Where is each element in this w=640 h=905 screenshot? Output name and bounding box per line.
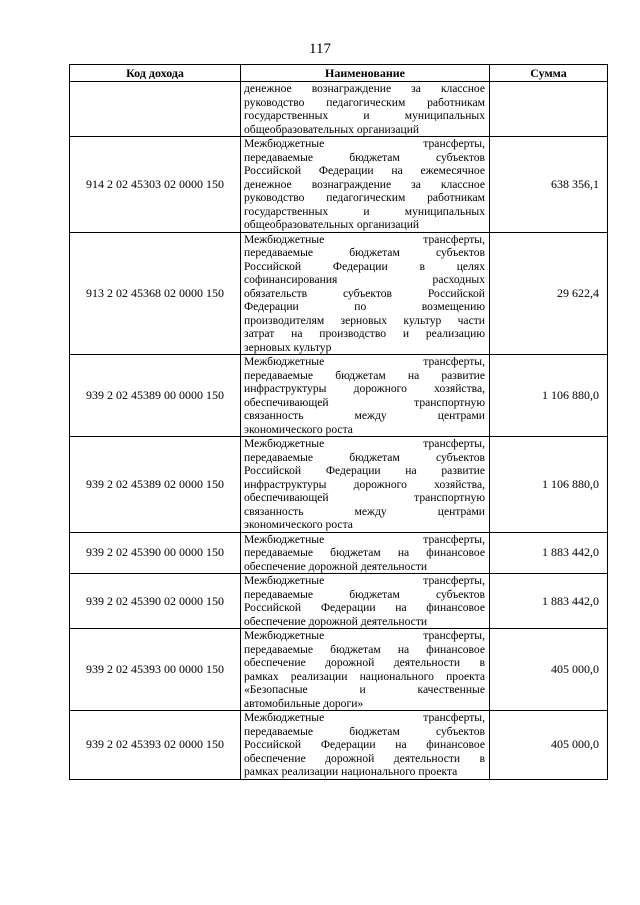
- revenue-table: [69, 64, 608, 780]
- name-text-line: зерновых культур: [244, 340, 332, 354]
- name-text-line: Межбюджетные трансферты,: [244, 137, 485, 150]
- revenue-code-cell: 939 2 02 45390 00 0000 150: [70, 532, 241, 574]
- name-text-line: обеспечивающей транспортную: [244, 395, 485, 409]
- name-text-line: «Безопасные и качественные: [244, 683, 485, 696]
- name-text-line: обеспечивающей транспортную: [244, 491, 485, 504]
- table-row: [70, 437, 608, 533]
- name-text-line: общеобразовательных организаций: [244, 122, 420, 136]
- revenue-name-cell: [241, 629, 490, 711]
- name-text-line: связанность между центрами: [244, 504, 485, 518]
- name-text-line: денежное вознаграждение за классное: [244, 82, 485, 95]
- name-text-line: Межбюджетные трансферты,: [244, 532, 485, 546]
- name-text-line: руководство педагогическим работникам: [244, 95, 485, 109]
- revenue-code-cell: [70, 82, 241, 137]
- name-text-line: Межбюджетные трансферты,: [244, 574, 485, 587]
- name-text-line: связанность между центрами: [244, 409, 485, 422]
- revenue-code-cell: 939 2 02 45390 02 0000 150: [70, 574, 241, 629]
- table-row: [70, 232, 608, 355]
- name-text-line: рамках реализации национального проекта: [244, 669, 485, 683]
- amount-cell: 1 883 442,0: [490, 574, 608, 629]
- revenue-name-cell: [241, 232, 490, 355]
- name-text-line: передаваемые бюджетам субъектов: [244, 450, 485, 464]
- table-row: [70, 711, 608, 780]
- name-text-line: производителям зерновых культур части: [244, 313, 485, 327]
- table-row: [70, 82, 608, 137]
- amount-cell: 1 883 442,0: [490, 532, 608, 574]
- name-text-line: обеспечение дорожной деятельности: [244, 559, 428, 573]
- name-text-line: Российской Федерации в целях: [244, 259, 485, 273]
- page-number: 117: [309, 41, 331, 57]
- name-text-line: экономического роста: [244, 422, 353, 436]
- name-text-line: государственных и муниципальных: [244, 204, 485, 218]
- amount-cell: 405 000,0: [490, 629, 608, 711]
- name-text-line: инфраструктуры дорожного хозяйства,: [244, 382, 485, 395]
- name-text-line: обеспечение дорожной деятельности: [244, 614, 428, 628]
- table-row: [70, 532, 608, 574]
- name-text-line: обеспечение дорожной деятельности в: [244, 656, 485, 669]
- name-text-line: обязательств субъектов Российской: [244, 286, 485, 300]
- name-text-line: денежное вознаграждение за классное: [244, 177, 485, 191]
- header-code: Код дохода: [70, 65, 241, 82]
- amount-cell: 405 000,0: [490, 711, 608, 780]
- name-text-line: инфраструктуры дорожного хозяйства,: [244, 477, 485, 491]
- revenue-name-cell: [241, 82, 490, 137]
- table-header-row: [70, 65, 608, 82]
- name-text-line: Российской Федерации на ежемесячное: [244, 164, 485, 177]
- revenue-name-cell: [241, 711, 490, 780]
- name-text-line: Межбюджетные трансферты,: [244, 629, 485, 642]
- name-text-line: Межбюджетные трансферты,: [244, 355, 485, 368]
- revenue-name-cell: [241, 137, 490, 233]
- name-text-line: софинансирования расходных: [244, 273, 485, 286]
- name-text-line: передаваемые бюджетам субъектов: [244, 246, 485, 259]
- amount-cell: [490, 82, 608, 137]
- name-text-line: передаваемые бюджетам на финансовое: [244, 642, 485, 656]
- amount-cell: 29 622,4: [490, 232, 608, 355]
- name-text-line: автомобильные дороги»: [244, 696, 364, 710]
- revenue-code-cell: 939 2 02 45389 02 0000 150: [70, 437, 241, 533]
- revenue-code-cell: 939 2 02 45393 00 0000 150: [70, 629, 241, 711]
- name-text-line: экономического роста: [244, 518, 353, 531]
- name-text-line: рамках реализации национального проекта: [244, 765, 458, 778]
- name-text-line: руководство педагогическим работникам: [244, 191, 485, 204]
- name-text-line: Российской Федерации на финансовое: [244, 738, 485, 751]
- revenue-code-cell: 914 2 02 45303 02 0000 150: [70, 137, 241, 233]
- name-text-line: обеспечение дорожной деятельности в: [244, 751, 485, 765]
- header-amount: Сумма: [490, 65, 608, 82]
- name-text-line: Федерации по возмещению: [244, 300, 485, 313]
- name-text-line: затрат на производство и реализацию: [244, 327, 485, 340]
- revenue-code-cell: 913 2 02 45368 02 0000 150: [70, 232, 241, 355]
- name-text-line: Российской Федерации на финансовое: [244, 601, 485, 614]
- name-text-line: передаваемые бюджетам на развитие: [244, 368, 485, 382]
- name-text-line: Межбюджетные трансферты,: [244, 711, 485, 724]
- revenue-name-cell: [241, 437, 490, 533]
- amount-cell: 1 106 880,0: [490, 437, 608, 533]
- amount-cell: 638 356,1: [490, 137, 608, 233]
- name-text-line: передаваемые бюджетам субъектов: [244, 150, 485, 164]
- table-row: [70, 137, 608, 233]
- revenue-name-cell: [241, 355, 490, 437]
- name-text-line: общеобразовательных организаций: [244, 218, 420, 231]
- name-text-line: Межбюджетные трансферты,: [244, 437, 485, 450]
- table-body: [70, 82, 608, 780]
- name-text-line: Российской Федерации на развитие: [244, 464, 485, 477]
- name-text-line: передаваемые бюджетам субъектов: [244, 724, 485, 738]
- name-text-line: Межбюджетные трансферты,: [244, 232, 485, 246]
- revenue-name-cell: [241, 532, 490, 574]
- table-row: [70, 574, 608, 629]
- name-text-line: передаваемые бюджетам субъектов: [244, 587, 485, 601]
- name-text-line: государственных и муниципальных: [244, 109, 485, 122]
- table-row: [70, 629, 608, 711]
- amount-cell: 1 106 880,0: [490, 355, 608, 437]
- name-text-line: передаваемые бюджетам на финансовое: [244, 546, 485, 559]
- table-row: [70, 355, 608, 437]
- revenue-code-cell: 939 2 02 45389 00 0000 150: [70, 355, 241, 437]
- header-name: Наименование: [241, 65, 490, 82]
- revenue-name-cell: [241, 574, 490, 629]
- revenue-code-cell: 939 2 02 45393 02 0000 150: [70, 711, 241, 780]
